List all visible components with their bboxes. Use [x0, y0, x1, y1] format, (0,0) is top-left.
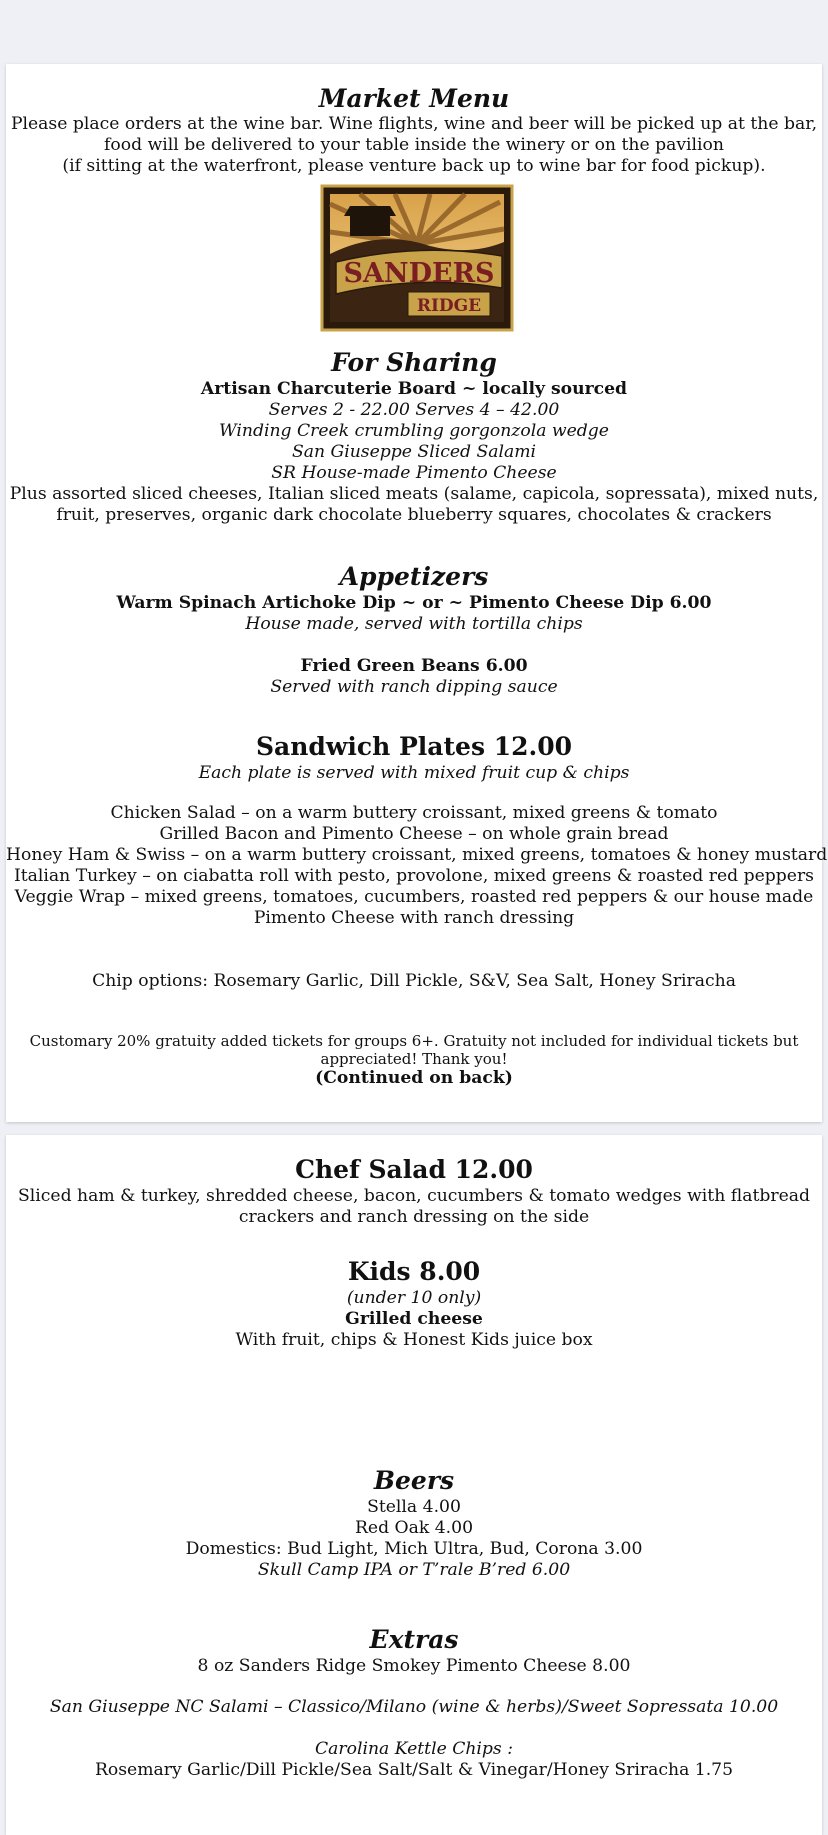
extras-chips: Rosemary Garlic/Dill Pickle/Sea Salt/Salt & Vinegar/Honey Sriracha 1.75 [94, 1760, 734, 1780]
sandwich-note: Each plate is served with mixed fruit cup & chips [198, 763, 630, 783]
extras-chips-title: Carolina Kettle Chips : [314, 1739, 514, 1759]
sharing-plus-line-1: Plus assorted sliced cheeses, Italian sliced meats (salame, capicola, sopressata), mixed nuts, [9, 484, 819, 504]
kids-desc: With fruit, chips & Honest Kids juice box [235, 1330, 593, 1350]
sandwich-item: Honey Ham & Swiss – on a warm buttery croissant, mixed greens, tomatoes & honey mustard [6, 845, 828, 865]
chef-salad-desc-2: crackers and ranch dressing on the side [238, 1207, 590, 1227]
charcuterie-board: Artisan Charcuterie Board ~ locally sourced [200, 379, 628, 399]
dip-item: Warm Spinach Artichoke Dip ~ or ~ Pimento Cheese Dip 6.00 [116, 593, 712, 613]
beer-item: Domestics: Bud Light, Mich Ultra, Bud, Corona 3.00 [185, 1539, 643, 1559]
extras-pimento: 8 oz Sanders Ridge Smokey Pimento Cheese 8.00 [197, 1656, 631, 1676]
green-beans-description: Served with ranch dipping sauce [270, 677, 558, 697]
sharing-item: Winding Creek crumbling gorgonzola wedge [219, 421, 609, 441]
gratuity-line-1: Customary 20% gratuity added tickets for groups 6+. Gratuity not included for individual tickets but [29, 1032, 799, 1050]
sharing-plus-line-2: fruit, preserves, organic dark chocolate blueberry squares, chocolates & crackers [56, 505, 772, 525]
sandwich-item: Veggie Wrap – mixed greens, tomatoes, cucumbers, roasted red peppers & our house made [14, 887, 814, 907]
intro-line-1: Please place orders at the wine bar. Wine flights, wine and beer will be picked up at the bar, [10, 114, 818, 134]
beer-item: Stella 4.00 [367, 1497, 461, 1517]
menu-page-back [6, 1135, 822, 1835]
sharing-heading: For Sharing [331, 348, 497, 377]
chef-salad-heading: Chef Salad 12.00 [295, 1155, 533, 1184]
chip-options: Chip options: Rosemary Garlic, Dill Pickle, S&V, Sea Salt, Honey Sriracha [92, 971, 736, 991]
sandwich-heading: Sandwich Plates 12.00 [255, 732, 573, 761]
continued-note: (Continued on back) [315, 1068, 513, 1088]
gratuity-line-2: appreciated! Thank you! [320, 1050, 508, 1068]
kids-note: (under 10 only) [346, 1288, 482, 1308]
sandwich-item: Grilled Bacon and Pimento Cheese – on whole grain bread [159, 824, 669, 844]
kids-item: Grilled cheese [345, 1309, 483, 1329]
menu-page-front [6, 64, 828, 1122]
menu-title: Market Menu [318, 84, 510, 113]
sandwich-item: Chicken Salad – on a warm buttery croissant, mixed greens & tomato [110, 803, 718, 823]
sandwich-item: Italian Turkey – on ciabatta roll with pesto, provolone, mixed greens & roasted red peppers [13, 866, 814, 886]
logo-text-sanders: SANDERS [343, 258, 495, 289]
sharing-item: San Giuseppe Sliced Salami [291, 442, 537, 462]
beer-item: Red Oak 4.00 [354, 1518, 474, 1538]
green-beans-item: Fried Green Beans 6.00 [300, 656, 528, 676]
sandwich-item: Pimento Cheese with ranch dressing [253, 908, 575, 928]
appetizers-heading: Appetizers [339, 562, 489, 591]
extras-heading: Extras [369, 1625, 459, 1654]
intro-line-2: food will be delivered to your table inside the winery or on the pavilion [104, 135, 724, 155]
kids-heading: Kids 8.00 [347, 1257, 481, 1286]
extras-salami: San Giuseppe NC Salami – Classico/Milano (wine & herbs)/Sweet Sopressata 10.00 [49, 1697, 779, 1717]
intro-line-3: (if sitting at the waterfront, please venture back up to wine bar for food pickup). [62, 156, 766, 176]
logo-text-ridge: RIDGE [416, 296, 482, 316]
beer-item: Skull Camp IPA or T’rale B’red 6.00 [257, 1560, 571, 1580]
sanders-ridge-logo [320, 184, 514, 332]
charcuterie-serves: Serves 2 - 22.00 Serves 4 – 42.00 [268, 400, 560, 420]
dip-description: House made, served with tortilla chips [245, 614, 583, 634]
sharing-item: SR House-made Pimento Cheese [271, 463, 557, 483]
chef-salad-desc-1: Sliced ham & turkey, shredded cheese, bacon, cucumbers & tomato wedges with flatbread [18, 1186, 810, 1206]
beers-heading: Beers [373, 1466, 455, 1495]
